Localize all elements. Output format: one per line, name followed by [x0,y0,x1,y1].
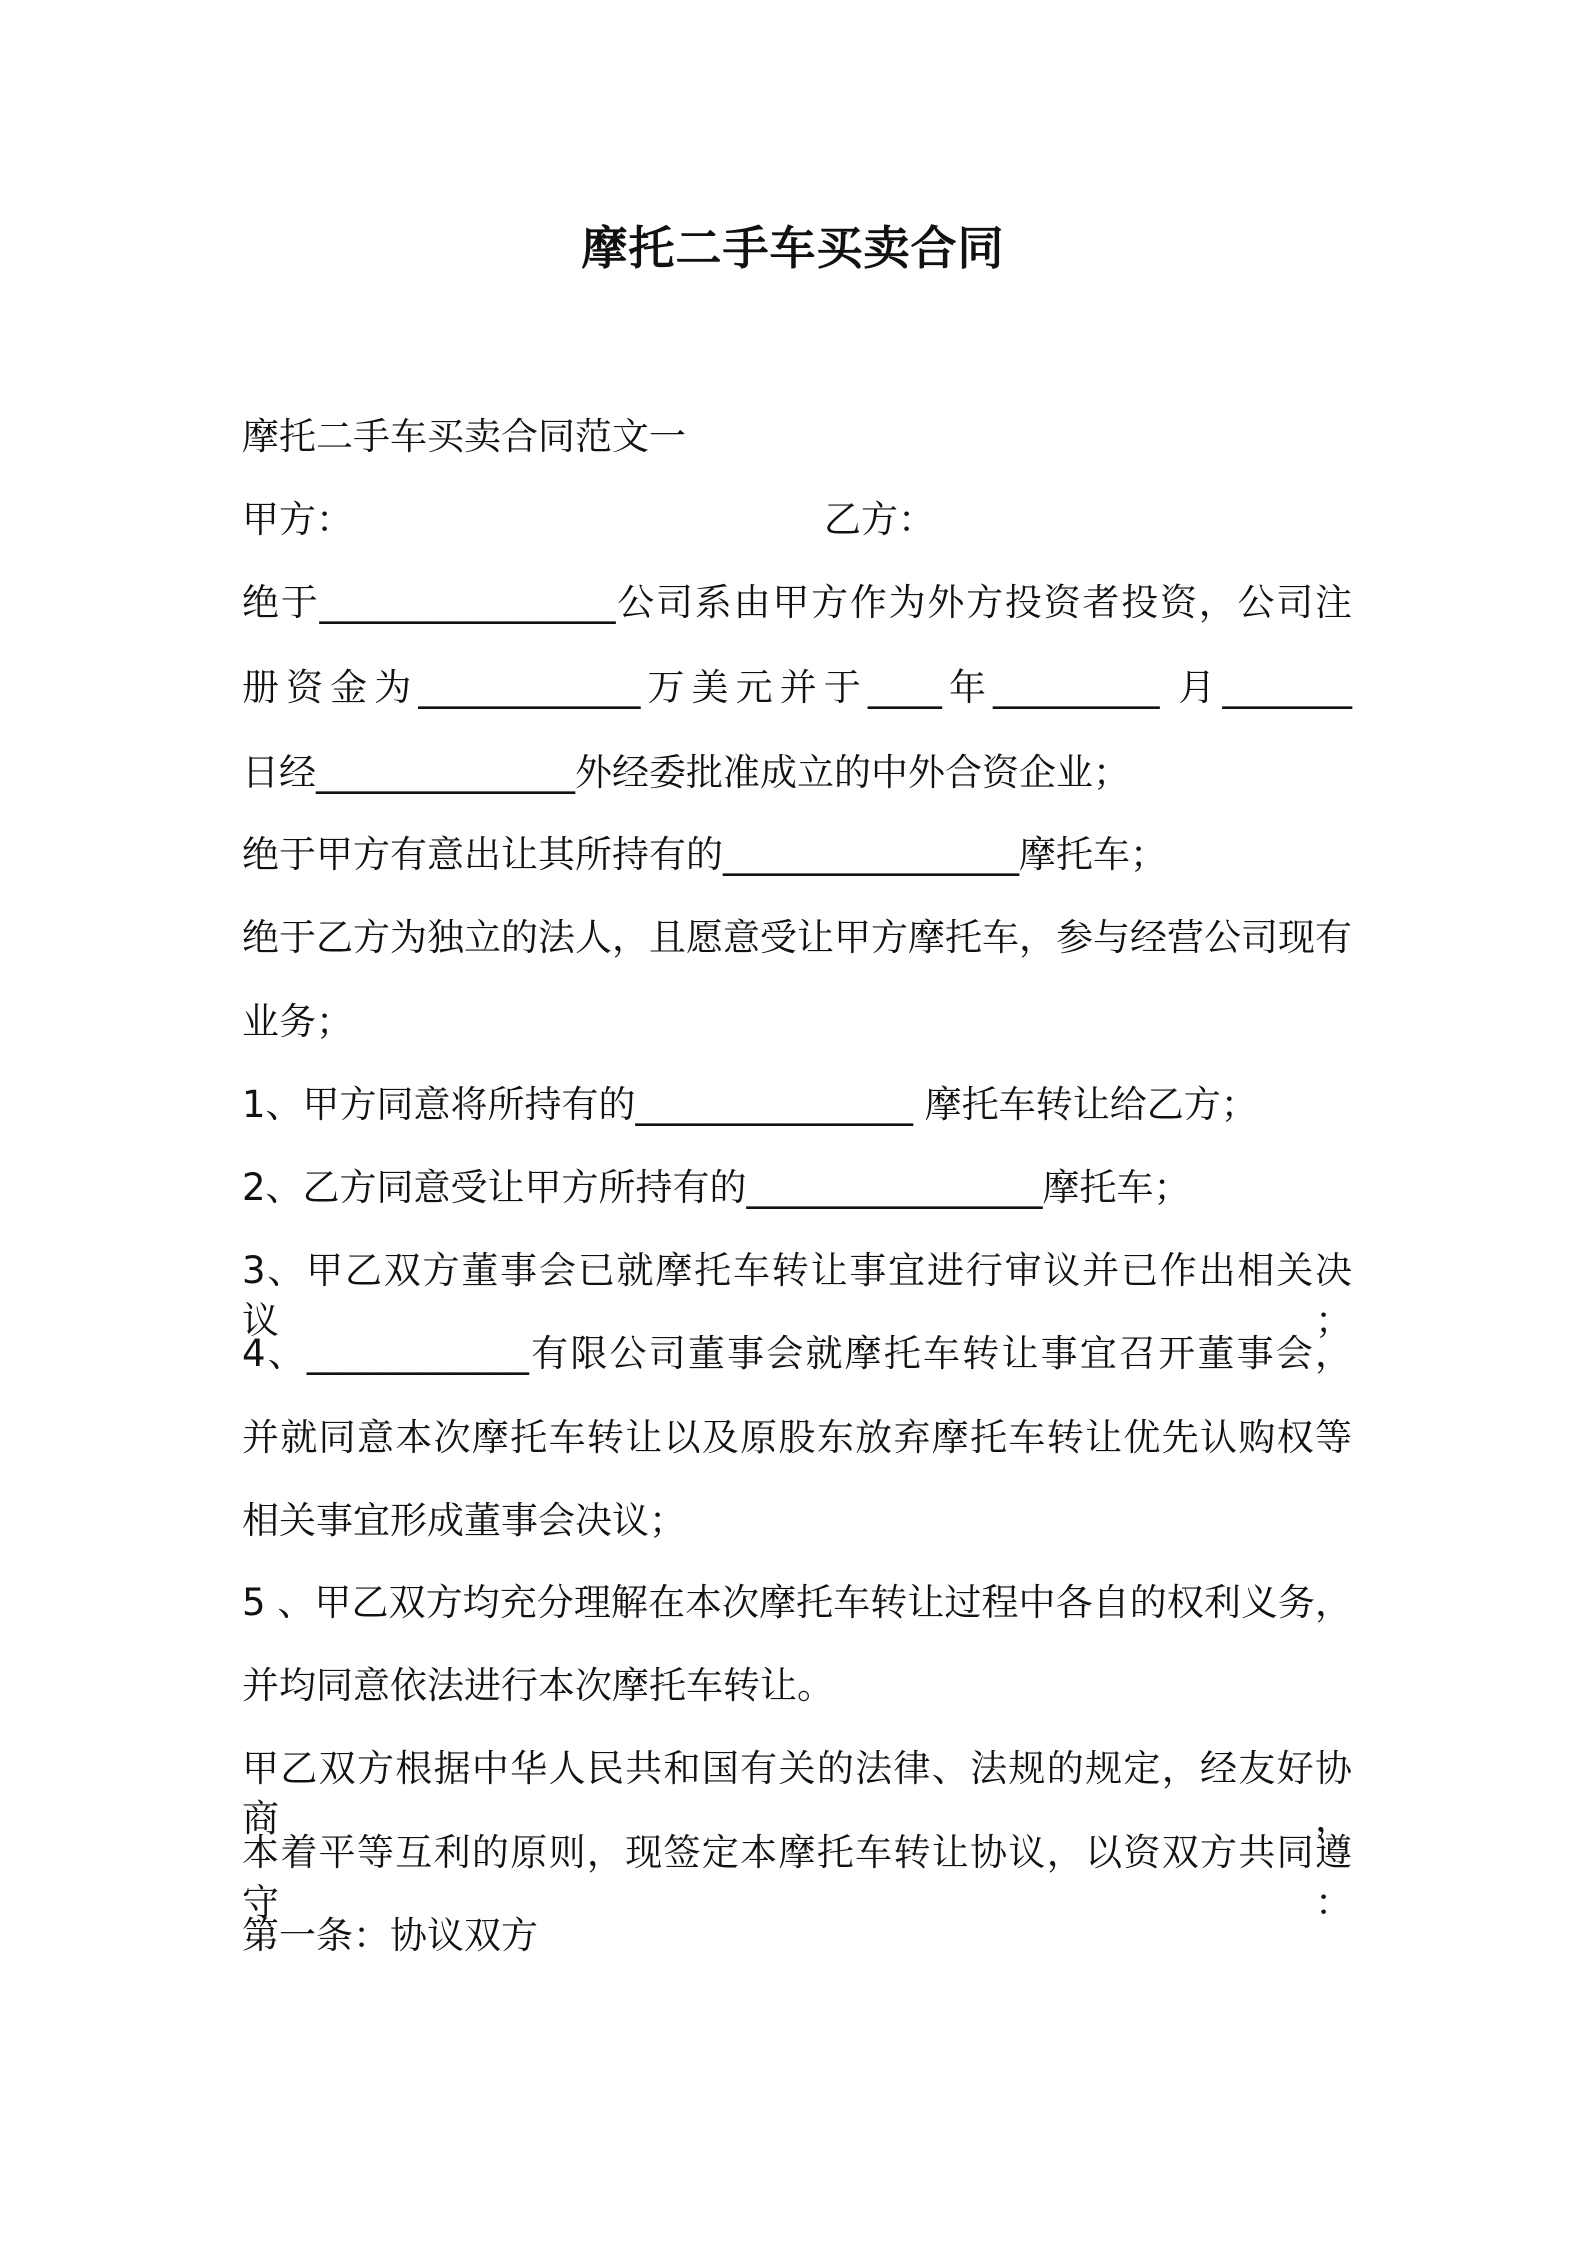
paragraph-line: 1、甲方同意将所持有的_______________ 摩托车转让给乙方； [242,1083,1258,1126]
party-a-label: 甲方： [242,498,353,541]
paragraph-line: 甲乙双方根据中华人民共和国有关的法律、法规的规定，经友好协商， [242,1747,1352,1840]
section-heading: 第一条：协议双方 [242,1914,538,1957]
paragraph-line: 业务； [242,1000,353,1043]
paragraph-line: 册资金为____________万美元并于____年_________ 月_______ [242,666,1352,709]
parties-row [242,495,1352,545]
paragraph-line: 并均同意依法进行本次摩托车转让。 [242,1664,834,1707]
paragraph-line: 相关事宜形成董事会决议； [242,1499,686,1542]
paragraph-line: 并就同意本次摩托车转让以及原股东放弃摩托车转让优先认购权等 [242,1416,1352,1459]
paragraph-line: 绝于甲方有意出让其所持有的________________摩托车； [242,833,1167,876]
paragraph-line: 5 、甲乙双方均充分理解在本次摩托车转让过程中各自的权利义务， [242,1581,1352,1624]
party-b-label: 乙方： [824,498,935,541]
paragraph-line: 日经______________外经委批准成立的中外合资企业； [242,751,1130,794]
paragraph-line: 4、____________有限公司董事会就摩托车转让事宜召开董事会， [242,1332,1352,1375]
paragraph-line: 绝于乙方为独立的法人，且愿意受让甲方摩托车，参与经营公司现有 [242,916,1352,959]
document-title: 摩托二手车买卖合同 [581,221,1005,275]
paragraph-line: 2、乙方同意受让甲方所持有的________________摩托车； [242,1166,1191,1209]
paragraph-line: 本着平等互利的原则，现签定本摩托车转让协议，以资双方共同遵守： [242,1831,1352,1924]
paragraph-line: 3、甲乙双方董事会已就摩托车转让事宜进行审议并已作出相关决议； [242,1249,1352,1342]
paragraph-line: 绝于________________公司系由甲方作为外方投资者投资，公司注 [242,581,1352,624]
document-subtitle: 摩托二手车买卖合同范文一 [242,415,686,458]
